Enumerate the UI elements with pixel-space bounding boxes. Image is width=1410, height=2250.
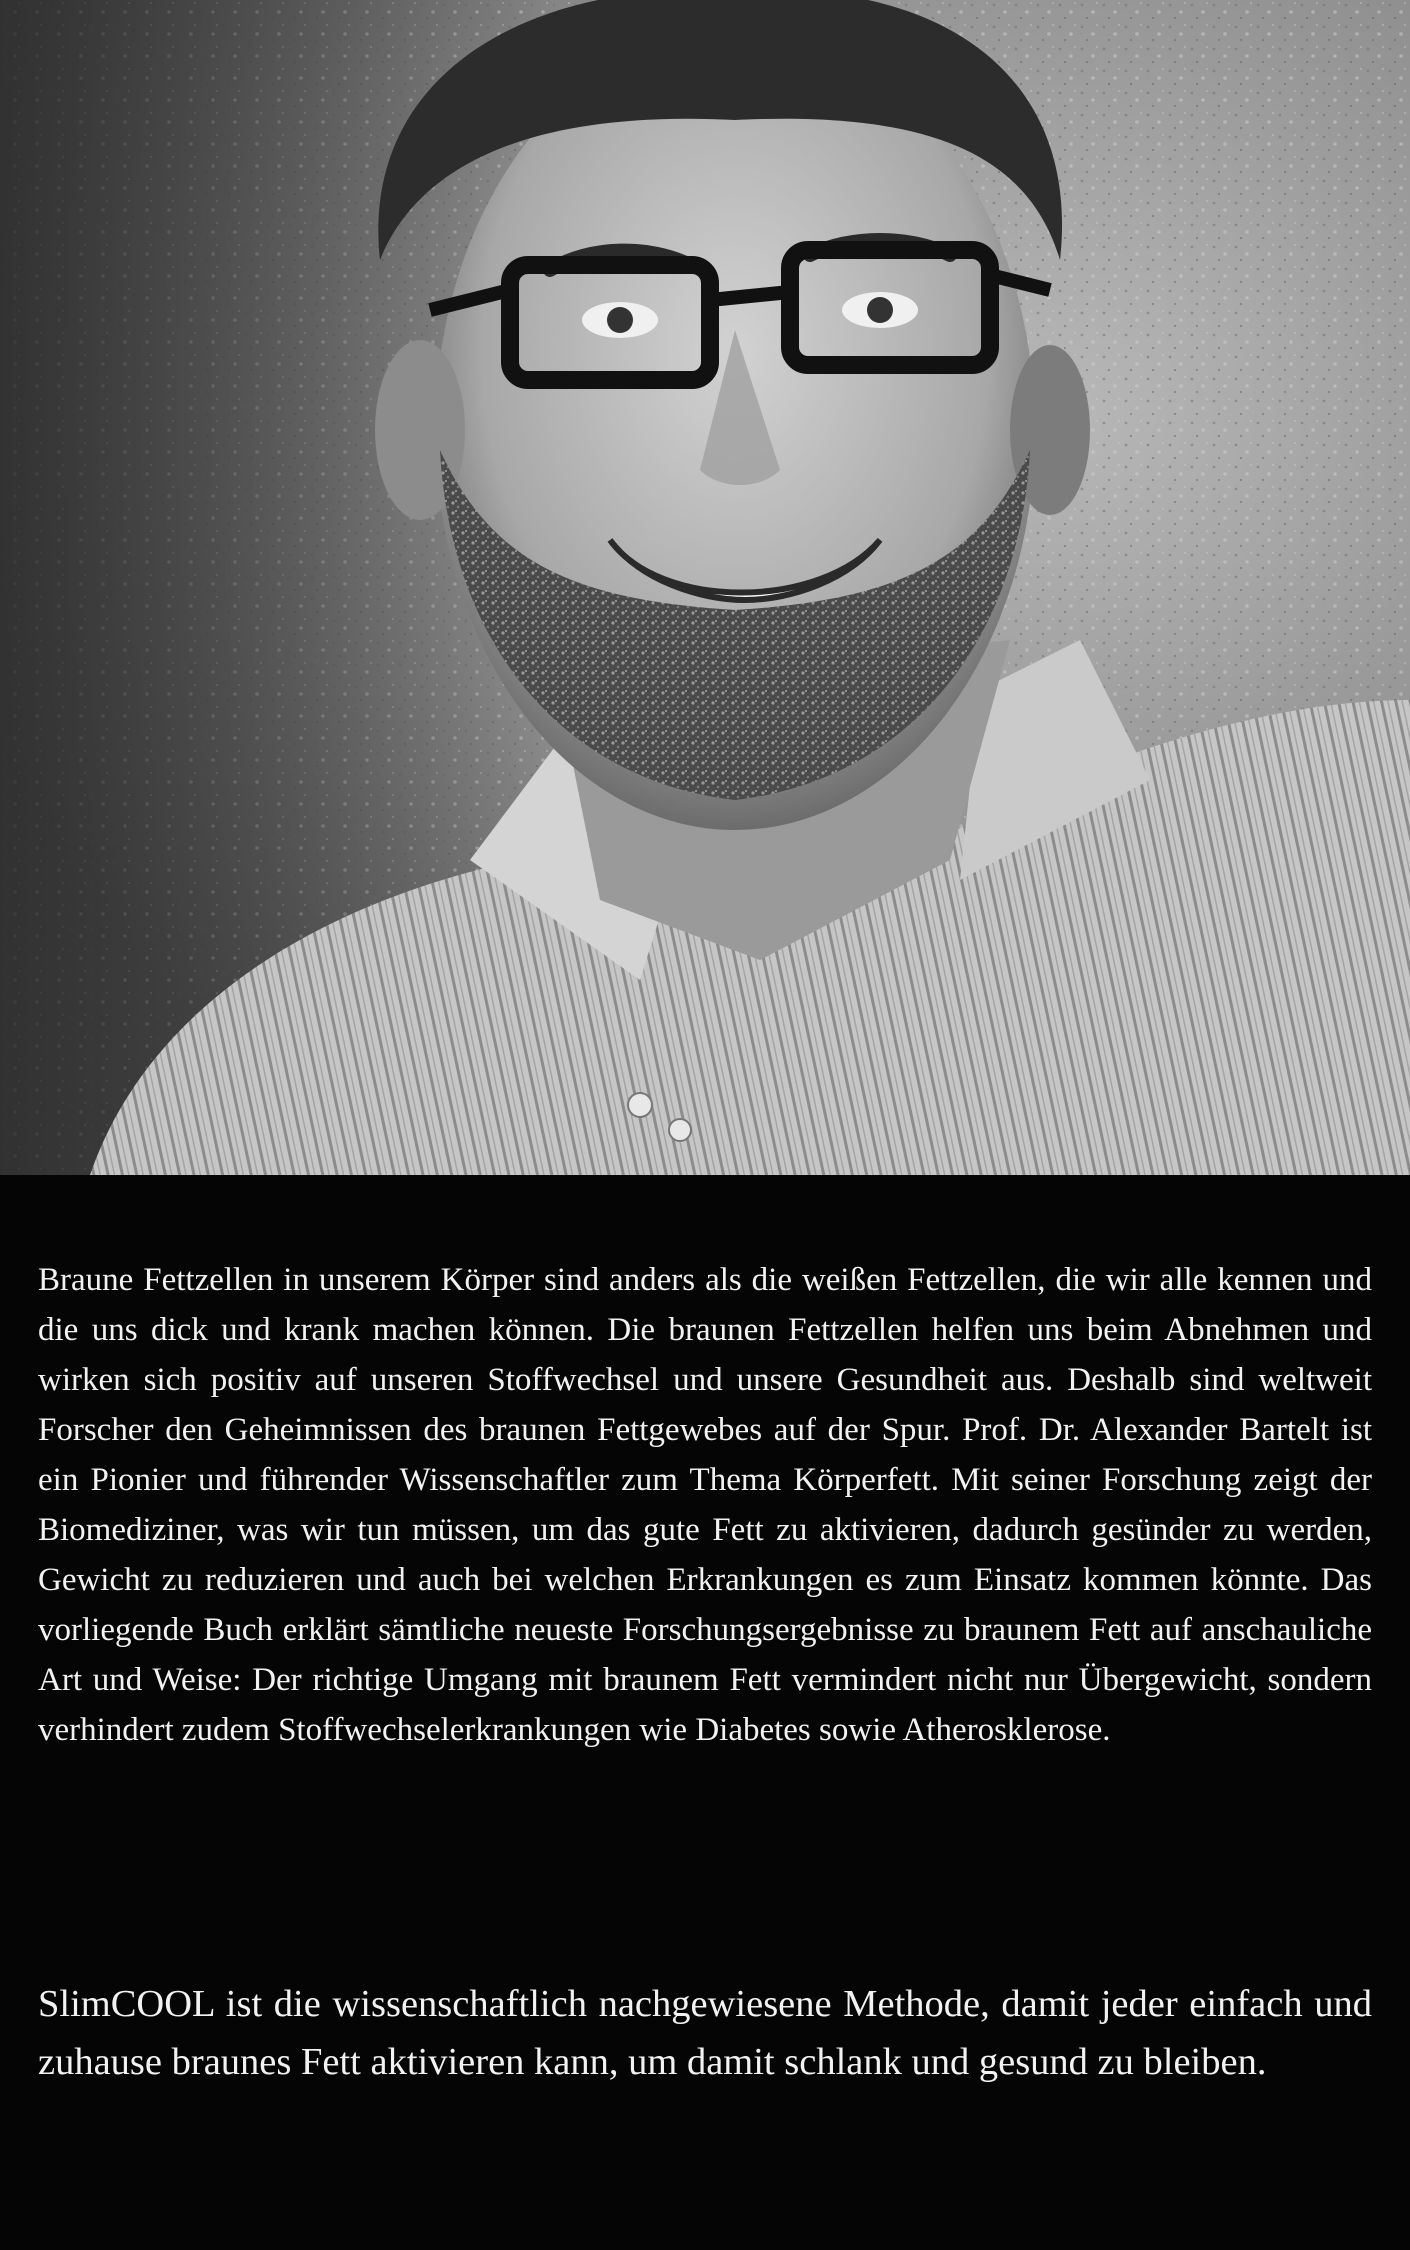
text-panel [0,1175,1410,2250]
slimcool-tagline: SlimCOOL ist die wissenschaftlich nachgewiesene Methode, damit jeder einfach und zuhause braunes Fett aktivieren kann, um damit schlank und gesund zu bleiben. [38,1983,1372,2083]
book-description: Braune Fettzellen in unserem Körper sind anders als die weißen Fettzellen, die wir alle kennen und die uns dick und krank machen können. Die braunen Fettzellen helfen uns beim Abnehmen und wirken sich positiv auf unseren Stoffwechsel und unsere Gesundheit aus. Deshalb sind weltweit Forscher den Geheimnissen des braunen Fettgewebes auf der Spur. Prof. Dr. Alexander Bartelt ist ein Pionier und führender Wissenschaftler zum Thema Körperfett. Mit seiner Forschung zeigt der Biomediziner, was wir tun müssen, um das gute Fett zu aktivieren, dadurch gesünder zu werden, Gewicht zu reduzieren und auch bei welchen Erkrankungen es zum Einsatz kommen könnte. Das vorliegende Buch erklärt sämtliche neueste Forschungsergebnisse zu braunem Fett auf anschauliche Art und Weise: Der richtige Umgang mit braunem Fett vermindert nicht nur Übergewicht, sondern verhindert zudem Stoffwechselerkrankungen wie Diabetes sowie Atherosklerose. [38,1262,1372,1748]
